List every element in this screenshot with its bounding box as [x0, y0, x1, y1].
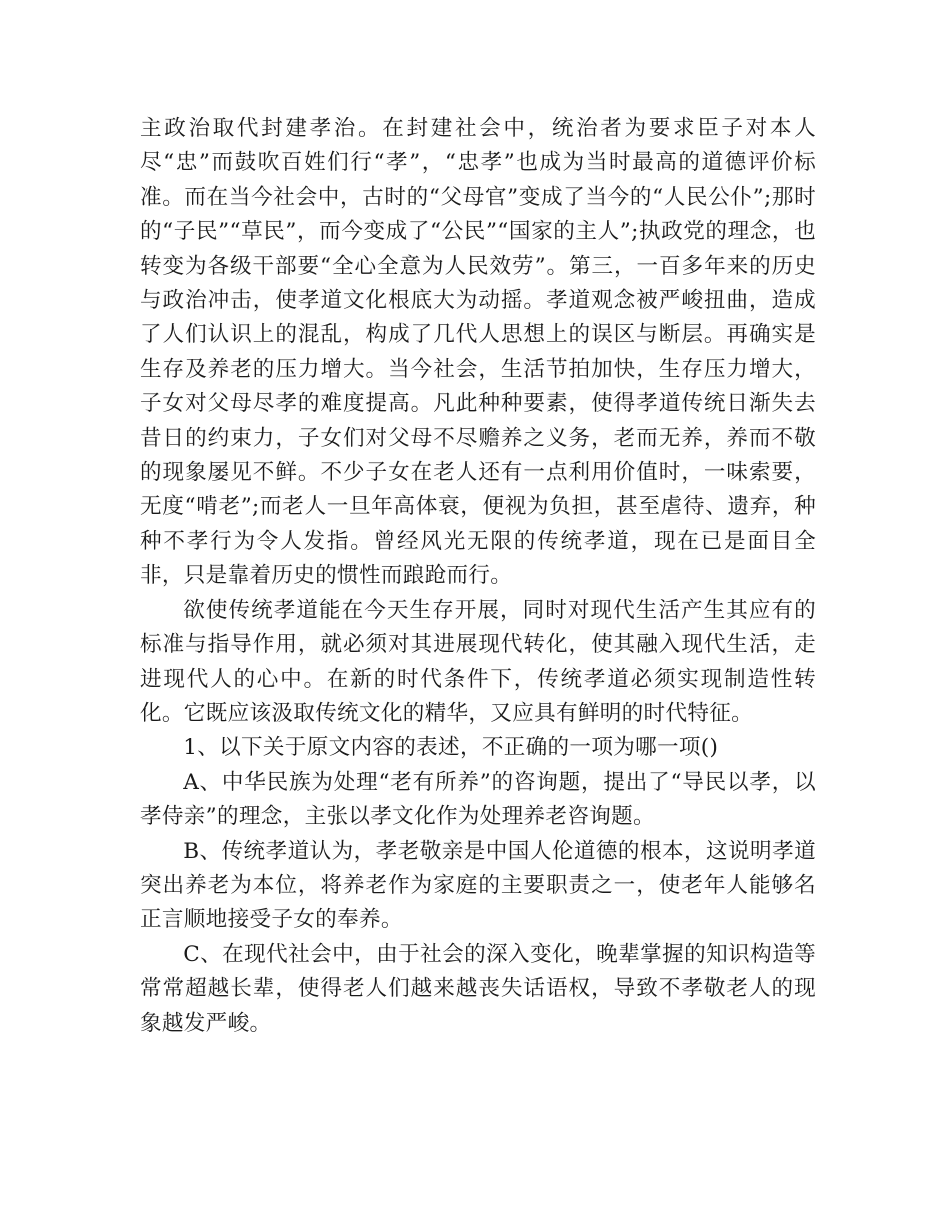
question-1-option-b: B、传统孝道认为，孝老敬亲是中国人伦道德的根本，这说明孝道突出养老为本位，将养老作为家庭的主要职责之一，使老年人能够名正言顺地接受子女的奉养。 [140, 838, 816, 933]
paragraph-continuation: 主政治取代封建孝治。在封建社会中，统治者为要求臣子对本人尽“忠”而鼓吹百姓们行“孝”，“忠孝”也成为当时最高的道德评价标准。而在当今社会中，古时的“父母官”变成了当今的“人民公仆”;那时的“子民”“草民”，而今变成了“公民”“国家的主人”;执政党的理念，也转变为各级干部要“全心全意为人民效劳”。第三，一百多年来的历史与政治冲击，使孝道文化根底大为动摇。孝道观念被严峻扭曲，造成了人们认识上的混乱，构成了几代人思想上的误区与断层。再确实是生存及养老的压力增大。当今社会，生活节拍加快，生存压力增大，子女对父母尽孝的难度提高。凡此种种要素，使得孝道传统日渐失去昔日的约束力，子女们对父母不尽赡养之义务，老而无养，养而不敬的现象屡见不鲜。不少子女在老人还有一点利用价值时，一味索要，无度“啃老”;而老人一旦年高体衰，便视为负担，甚至虐待、遗弃，种种不孝行为令人发指。曾经风光无限的传统孝道，现在已是面目全非，只是靠着历史的惯性而踉跄而行。 [140, 116, 816, 589]
question-1-option-a: A、中华民族为处理“老有所养”的咨询题，提出了“导民以孝，以孝侍亲”的理念，主张以孝文化作为处理养老咨询题。 [140, 769, 816, 830]
question-1-stem: 1、以下关于原文内容的表述，不正确的一项为哪一项() [183, 735, 719, 761]
question-1-option-c: C、在现代社会中，由于社会的深入变化，晚辈掌握的知识构造等常常超越长辈，使得老人们越来越丧失话语权，导致不孝敬老人的现象越发严峻。 [140, 941, 816, 1036]
paragraph-transformation: 欲使传统孝道能在今天生存开展，同时对现代生活产生其应有的标准与指导作用，就必须对其进展现代转化，使其融入现代生活，走进现代人的心中。在新的时代条件下，传统孝道必须实现制造性转化。它既应该汲取传统文化的精华，又应具有鲜明的时代特征。 [140, 597, 816, 726]
document-body [140, 112, 816, 1041]
